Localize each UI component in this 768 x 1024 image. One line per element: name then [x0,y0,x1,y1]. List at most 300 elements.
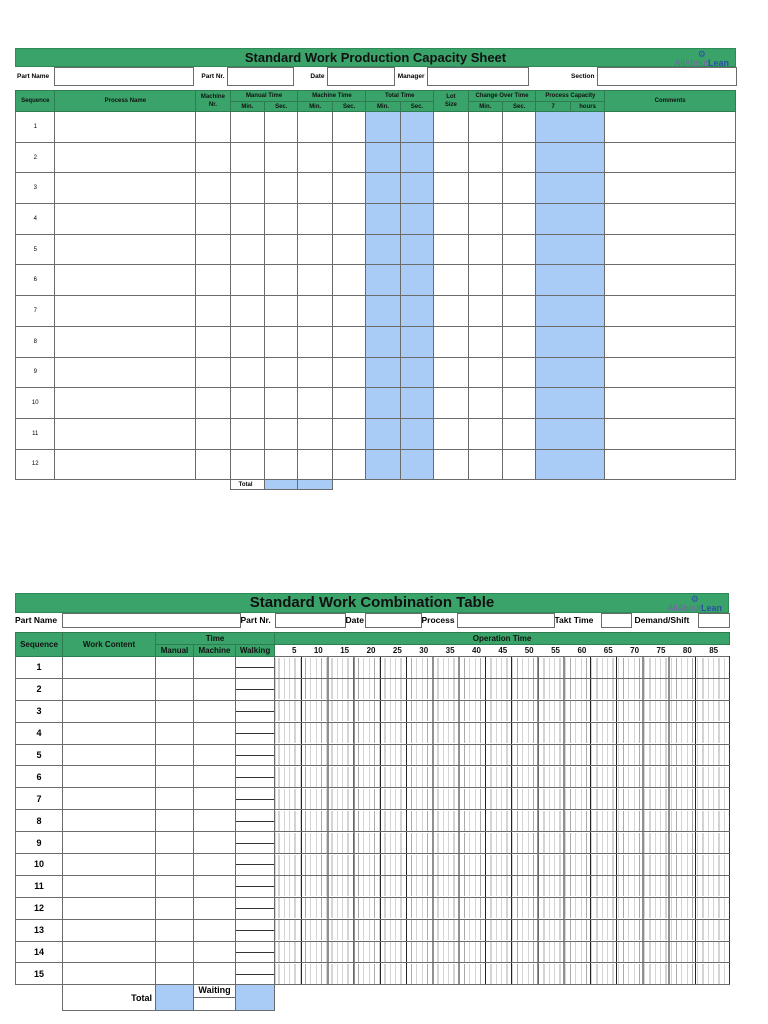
changeover-sec-cell[interactable] [503,112,536,143]
manual-sec-cell[interactable] [265,418,298,449]
manual-cell[interactable] [156,854,194,876]
walking-cell[interactable] [236,722,275,744]
comments-cell[interactable] [605,326,736,357]
lot-size-cell[interactable] [434,449,468,480]
walking-cell[interactable] [236,657,275,679]
machine-sec-cell[interactable] [332,449,365,480]
total-min-cell[interactable] [366,234,400,265]
operation-time-grid[interactable] [275,700,730,722]
row-sequence-2: 7 [16,788,63,810]
process-name-cell[interactable] [55,265,196,296]
machine-min-cell[interactable] [298,204,332,235]
changeover-min-cell[interactable] [468,173,502,204]
combination-row [16,678,730,700]
machine-min-cell[interactable] [298,296,332,327]
total-min-cell[interactable] [366,296,400,327]
operation-time-grid[interactable] [275,810,730,832]
date-field-2[interactable] [365,614,421,628]
changeover-min-cell[interactable] [468,112,502,143]
capacity-cell-2[interactable] [570,296,604,327]
machine-sec-cell[interactable] [332,112,365,143]
changeover-min-cell[interactable] [468,326,502,357]
manual-min-cell[interactable] [230,265,264,296]
combination-row [16,810,730,832]
machine-min-cell[interactable] [298,112,332,143]
part-name-field-2[interactable] [62,614,240,628]
machine-min-cell[interactable] [298,173,332,204]
allaboutlean-logo: ⚙ AllAboutLean [674,49,729,68]
operation-time-grid[interactable] [275,832,730,854]
row-sequence: 4 [16,204,55,235]
combination-row [16,700,730,722]
manager-field[interactable] [427,68,528,86]
capacity-cell[interactable] [536,357,570,388]
changeover-sec-cell[interactable] [503,204,536,235]
total-sec-cell[interactable] [400,326,433,357]
part-name-label: Part Name [17,73,50,80]
work-content-cell[interactable] [63,875,156,897]
machine-nr-cell[interactable] [196,265,230,296]
changeover-sec-cell[interactable] [503,173,536,204]
manual-min-cell[interactable] [230,234,264,265]
combo-total-manual[interactable] [156,985,194,1011]
total-min-cell[interactable] [366,173,400,204]
manual-cell[interactable] [156,744,194,766]
machine-cell[interactable] [194,875,236,897]
capacity-cell[interactable] [536,296,570,327]
work-content-cell[interactable] [63,941,156,963]
machine-cell[interactable] [194,766,236,788]
manual-min-cell[interactable] [230,296,264,327]
manual-cell[interactable] [156,963,194,985]
machine-cell[interactable] [194,941,236,963]
machine-min-cell[interactable] [298,449,332,480]
capacity-cell-2[interactable] [570,173,604,204]
row-sequence: 2 [16,142,55,173]
total-sec-cell[interactable] [400,173,433,204]
combo-total-label: Total [63,985,156,1011]
total-min-cell[interactable] [366,204,400,235]
changeover-sec-cell[interactable] [503,357,536,388]
work-content-cell[interactable] [63,810,156,832]
tick-label: 30 [419,646,429,655]
changeover-sec-cell[interactable] [503,265,536,296]
capacity-row [16,296,736,327]
process-label: Process [421,615,455,625]
comments-cell[interactable] [605,234,736,265]
total-min-cell[interactable] [366,449,400,480]
capacity-cell[interactable] [536,204,570,235]
total-min-cell[interactable] [366,142,400,173]
machine-min-cell[interactable] [298,357,332,388]
capacity-cell[interactable] [536,112,570,143]
operation-time-grid[interactable] [275,744,730,766]
process-name-cell[interactable] [55,326,196,357]
walking-cell[interactable] [236,875,275,897]
process-name-cell[interactable] [55,418,196,449]
capacity-cell-2[interactable] [570,142,604,173]
capacity-cell-2[interactable] [570,204,604,235]
combo-total-walking[interactable] [236,985,275,1011]
machine-cell[interactable] [194,657,236,679]
comments-cell[interactable] [605,418,736,449]
machine-nr-cell[interactable] [196,388,230,419]
process-name-cell[interactable] [55,112,196,143]
date-field[interactable] [327,68,394,86]
total-sec-cell[interactable] [400,142,433,173]
changeover-sec-cell[interactable] [503,388,536,419]
changeover-min-cell[interactable] [468,204,502,235]
changeover-min-cell[interactable] [468,234,502,265]
col-change-over-time: Change Over Time [468,91,536,102]
machine-nr-cell[interactable] [196,173,230,204]
manual-min-cell[interactable] [230,204,264,235]
machine-nr-cell[interactable] [196,326,230,357]
machine-min-cell[interactable] [298,142,332,173]
machine-min-cell[interactable] [298,388,332,419]
comments-cell[interactable] [605,449,736,480]
walking-cell[interactable] [236,919,275,941]
operation-time-grid[interactable] [275,897,730,919]
total-min-cell[interactable] [366,112,400,143]
lot-size-cell[interactable] [434,388,468,419]
manual-min-cell[interactable] [230,173,264,204]
lot-size-cell[interactable] [434,326,468,357]
changeover-sec-cell[interactable] [503,449,536,480]
capacity-cell-2[interactable] [570,112,604,143]
demand-shift-field[interactable] [698,614,729,628]
sheet2-title: Standard Work Combination Table [249,594,495,611]
total-sec-cell[interactable] [400,418,433,449]
process-name-cell[interactable] [55,357,196,388]
walking-divider [236,667,274,668]
total-min-cell[interactable] [366,388,400,419]
changeover-min-cell[interactable] [468,388,502,419]
work-content-cell[interactable] [63,963,156,985]
row-sequence: 11 [16,418,55,449]
changeover-sec-cell[interactable] [503,296,536,327]
machine-cell[interactable] [194,810,236,832]
capacity-cell-2[interactable] [570,388,604,419]
machine-min-cell[interactable] [298,234,332,265]
sheet1-title-bar [15,48,736,67]
process-name-cell[interactable] [55,449,196,480]
machine-sec-cell[interactable] [332,296,365,327]
machine-cell[interactable] [194,897,236,919]
comments-cell[interactable] [605,357,736,388]
work-content-cell[interactable] [63,832,156,854]
takt-time-field[interactable] [601,614,631,628]
walking-cell[interactable] [236,766,275,788]
lot-size-cell[interactable] [434,296,468,327]
waiting-cell[interactable] [194,985,236,1011]
lot-size-cell[interactable] [434,418,468,449]
machine-cell[interactable] [194,788,236,810]
machine-cell[interactable] [194,832,236,854]
operation-time-grid[interactable] [275,722,730,744]
capacity-total-sec[interactable] [298,480,332,490]
manual-sec-cell[interactable] [265,265,298,296]
walking-divider [236,711,274,712]
work-content-cell[interactable] [63,657,156,679]
process-name-cell[interactable] [55,296,196,327]
changeover-min-cell[interactable] [468,296,502,327]
manual-min-cell[interactable] [230,142,264,173]
tick-label: 65 [603,646,613,655]
operation-time-grid[interactable] [275,941,730,963]
lot-size-cell[interactable] [434,234,468,265]
manual-min-cell[interactable] [230,357,264,388]
manual-cell[interactable] [156,810,194,832]
work-content-cell[interactable] [63,722,156,744]
walking-cell[interactable] [236,744,275,766]
gear-logo-icon: ⚙ [690,594,699,604]
work-content-cell[interactable] [63,788,156,810]
capacity-total-min[interactable] [265,480,298,490]
tick-label: 35 [445,646,455,655]
col-process-capacity: Process Capacity [536,91,605,102]
process-name-cell[interactable] [55,142,196,173]
part-nr-field[interactable] [227,68,293,86]
capacity-cell[interactable] [536,449,570,480]
part-nr-field-2[interactable] [275,614,345,628]
combination-row [16,875,730,897]
operation-time-grid[interactable] [275,788,730,810]
work-content-cell[interactable] [63,897,156,919]
comments-cell[interactable] [605,388,736,419]
capacity-hours-input[interactable]: 7 [536,102,570,112]
total-sec-cell[interactable] [400,296,433,327]
process-name-cell[interactable] [55,388,196,419]
machine-sec-cell[interactable] [332,204,365,235]
machine-nr-cell[interactable] [196,112,230,143]
changeover-min-cell[interactable] [468,357,502,388]
work-content-cell[interactable] [63,854,156,876]
walking-cell[interactable] [236,832,275,854]
process-name-cell[interactable] [55,173,196,204]
manual-sec-cell[interactable] [265,326,298,357]
machine-nr-cell[interactable] [196,234,230,265]
manual-min-cell[interactable] [230,112,264,143]
work-content-cell[interactable] [63,700,156,722]
total-sec-cell[interactable] [400,112,433,143]
walking-cell[interactable] [236,897,275,919]
walking-cell[interactable] [236,700,275,722]
manual-cell[interactable] [156,766,194,788]
operation-time-grid[interactable] [275,919,730,941]
manual-cell[interactable] [156,919,194,941]
manual-sec-cell[interactable] [265,173,298,204]
manual-cell[interactable] [156,678,194,700]
manual-sec-cell[interactable] [265,234,298,265]
capacity-cell[interactable] [536,388,570,419]
section-field[interactable] [597,68,736,86]
process-field[interactable] [457,614,554,628]
operation-time-grid[interactable] [275,678,730,700]
changeover-min-cell[interactable] [468,449,502,480]
manual-min-cell[interactable] [230,418,264,449]
lot-size-cell[interactable] [434,142,468,173]
lot-size-cell[interactable] [434,112,468,143]
manual-sec-cell[interactable] [265,388,298,419]
total-sec-cell[interactable] [400,388,433,419]
manual-cell[interactable] [156,832,194,854]
walking-divider [236,733,274,734]
combination-row [16,657,730,679]
changeover-min-cell[interactable] [468,418,502,449]
machine-nr-cell[interactable] [196,357,230,388]
process-name-cell[interactable] [55,234,196,265]
operation-time-grid[interactable] [275,875,730,897]
operation-time-grid[interactable] [275,657,730,679]
manual-sec-cell[interactable] [265,296,298,327]
walking-cell[interactable] [236,788,275,810]
capacity-cell-2[interactable] [570,418,604,449]
total-sec-cell[interactable] [400,357,433,388]
total-min-cell[interactable] [366,418,400,449]
changeover-sec-cell[interactable] [503,234,536,265]
lot-size-cell[interactable] [434,265,468,296]
manual-cell[interactable] [156,941,194,963]
col-total-time: Total Time [366,91,434,102]
row-sequence: 8 [16,326,55,357]
changeover-sec-header: Sec. [503,102,536,112]
machine-sec-cell[interactable] [332,173,365,204]
machine-nr-cell[interactable] [196,449,230,480]
total-min-cell[interactable] [366,357,400,388]
capacity-cell-2[interactable] [570,449,604,480]
machine-cell[interactable] [194,700,236,722]
manual-min-cell[interactable] [230,388,264,419]
walking-cell[interactable] [236,810,275,832]
capacity-cell-2[interactable] [570,357,604,388]
manual-cell[interactable] [156,657,194,679]
manual-cell[interactable] [156,875,194,897]
manual-sec-cell[interactable] [265,449,298,480]
machine-cell[interactable] [194,678,236,700]
walking-cell[interactable] [236,941,275,963]
manual-cell[interactable] [156,897,194,919]
work-content-cell[interactable] [63,766,156,788]
capacity-cell-2[interactable] [570,234,604,265]
tick-label: 40 [472,646,481,655]
operation-time-grid[interactable] [275,963,730,985]
total-sec-cell[interactable] [400,449,433,480]
manual-sec-cell[interactable] [265,112,298,143]
demand-shift-label: Demand/Shift [634,615,690,625]
comments-cell[interactable] [605,112,736,143]
combination-row [16,722,730,744]
lot-size-cell[interactable] [434,204,468,235]
total-sec-cell[interactable] [400,234,433,265]
total-sec-cell[interactable] [400,265,433,296]
manual-sec-cell[interactable] [265,142,298,173]
changeover-sec-cell[interactable] [503,418,536,449]
machine-sec-cell[interactable] [332,418,365,449]
walking-cell[interactable] [236,854,275,876]
changeover-min-cell[interactable] [468,265,502,296]
work-content-cell[interactable] [63,744,156,766]
part-nr-label-2: Part Nr. [240,615,271,625]
lot-size-cell[interactable] [434,173,468,204]
total-min-cell[interactable] [366,265,400,296]
work-content-cell[interactable] [63,919,156,941]
machine-sec-cell[interactable] [332,142,365,173]
machine-cell[interactable] [194,744,236,766]
machine-nr-cell[interactable] [196,418,230,449]
machine-cell[interactable] [194,854,236,876]
part-name-label-2: Part Name [15,615,58,625]
process-name-cell[interactable] [55,204,196,235]
total-min-cell[interactable] [366,326,400,357]
machine-sec-cell[interactable] [332,388,365,419]
capacity-cell[interactable] [536,173,570,204]
work-content-cell[interactable] [63,678,156,700]
capacity-cell-2[interactable] [570,326,604,357]
manual-sec-cell[interactable] [265,357,298,388]
part-name-field[interactable] [54,68,193,86]
sheet1-info-row [15,67,737,86]
comments-cell[interactable] [605,204,736,235]
capacity-cell[interactable] [536,326,570,357]
manual-min-cell[interactable] [230,326,264,357]
comments-cell[interactable] [605,265,736,296]
manual-cell[interactable] [156,700,194,722]
tick-label: 10 [313,646,323,655]
machine-nr-cell[interactable] [196,204,230,235]
machine-nr-cell[interactable] [196,296,230,327]
walking-cell[interactable] [236,963,275,985]
changeover-sec-cell[interactable] [503,326,536,357]
lot-size-cell[interactable] [434,357,468,388]
total-sec-cell[interactable] [400,204,433,235]
capacity-cell[interactable] [536,265,570,296]
machine-cell[interactable] [194,722,236,744]
col-work-content: Work Content [63,633,156,657]
manual-min-cell[interactable] [230,449,264,480]
manual-cell[interactable] [156,722,194,744]
changeover-min-cell[interactable] [468,142,502,173]
capacity-cell[interactable] [536,418,570,449]
machine-cell[interactable] [194,963,236,985]
machine-nr-cell[interactable] [196,142,230,173]
changeover-sec-cell[interactable] [503,142,536,173]
capacity-cell-2[interactable] [570,265,604,296]
row-sequence: 6 [16,265,55,296]
takt-time-label: Takt Time [554,615,594,625]
machine-sec-cell[interactable] [332,234,365,265]
machine-cell[interactable] [194,919,236,941]
row-sequence-2: 4 [16,722,63,744]
machine-sec-cell[interactable] [332,265,365,296]
comments-cell[interactable] [605,296,736,327]
machine-min-cell[interactable] [298,418,332,449]
machine-min-cell[interactable] [298,326,332,357]
operation-time-grid[interactable] [275,766,730,788]
manual-cell[interactable] [156,788,194,810]
operation-time-ticks [275,645,730,656]
machine-min-cell[interactable] [298,265,332,296]
machine-sec-cell[interactable] [332,357,365,388]
machine-sec-cell[interactable] [332,326,365,357]
comments-cell[interactable] [605,142,736,173]
comments-cell[interactable] [605,173,736,204]
operation-time-grid[interactable] [275,854,730,876]
walking-cell[interactable] [236,678,275,700]
capacity-cell[interactable] [536,234,570,265]
capacity-cell[interactable] [536,142,570,173]
manual-sec-cell[interactable] [265,204,298,235]
